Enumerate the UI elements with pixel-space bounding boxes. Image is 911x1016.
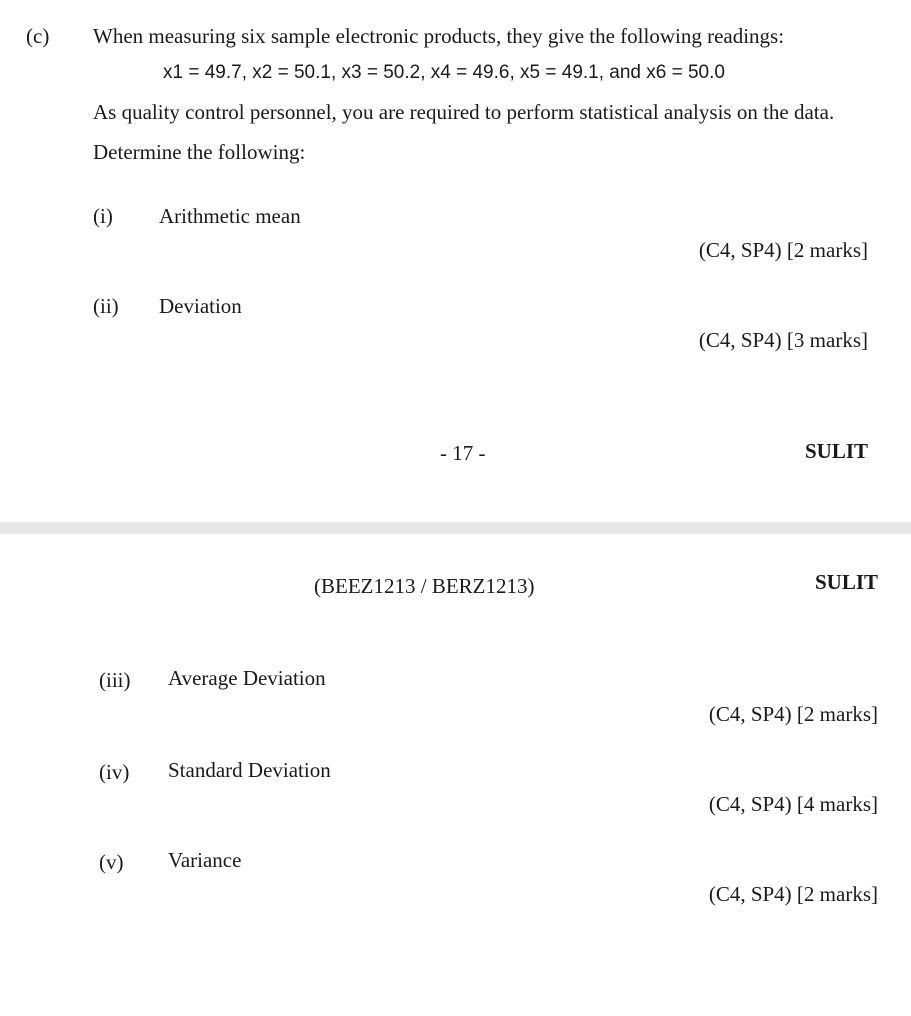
- instruction-line-1: As quality control personnel, you are required to perform statistical analysis on the data.: [93, 100, 835, 124]
- sub-question-text: Deviation: [159, 294, 242, 318]
- sub-question-text: Standard Deviation: [168, 758, 331, 782]
- sub-question-text: Arithmetic mean: [159, 204, 301, 228]
- sub-question-marks: (C4, SP4) [2 marks]: [708, 882, 878, 906]
- sub-question-text: Variance: [168, 848, 242, 872]
- course-code-header: (BEEZ1213 / BERZ1213): [314, 574, 535, 598]
- page-number: - 17 -: [440, 441, 486, 465]
- instruction-line-2: Determine the following:: [93, 140, 306, 164]
- page-separator: [0, 522, 911, 534]
- sub-question-marks: (C4, SP4) [3 marks]: [698, 328, 868, 352]
- classification-footer: SULIT: [804, 439, 868, 463]
- sub-question-label: (v): [99, 850, 124, 874]
- sub-question-label: (iii): [99, 668, 131, 692]
- exam-page-18: [0, 534, 911, 1016]
- readings-line: x1 = 49.7, x2 = 50.1, x3 = 50.2, x4 = 49.6, x5 = 49.1, and x6 = 50.0: [163, 62, 725, 83]
- classification-header: SULIT: [814, 570, 878, 594]
- question-part-label: (c): [26, 24, 50, 48]
- sub-question-marks: (C4, SP4) [2 marks]: [708, 702, 878, 726]
- question-intro: When measuring six sample electronic products, they give the following readings:: [93, 24, 785, 48]
- sub-question-label: (iv): [99, 760, 130, 784]
- sub-question-marks: (C4, SP4) [4 marks]: [708, 792, 878, 816]
- sub-question-label: (i): [93, 204, 113, 228]
- sub-question-label: (ii): [93, 294, 119, 318]
- sub-question-marks: (C4, SP4) [2 marks]: [698, 238, 868, 262]
- sub-question-text: Average Deviation: [168, 666, 326, 690]
